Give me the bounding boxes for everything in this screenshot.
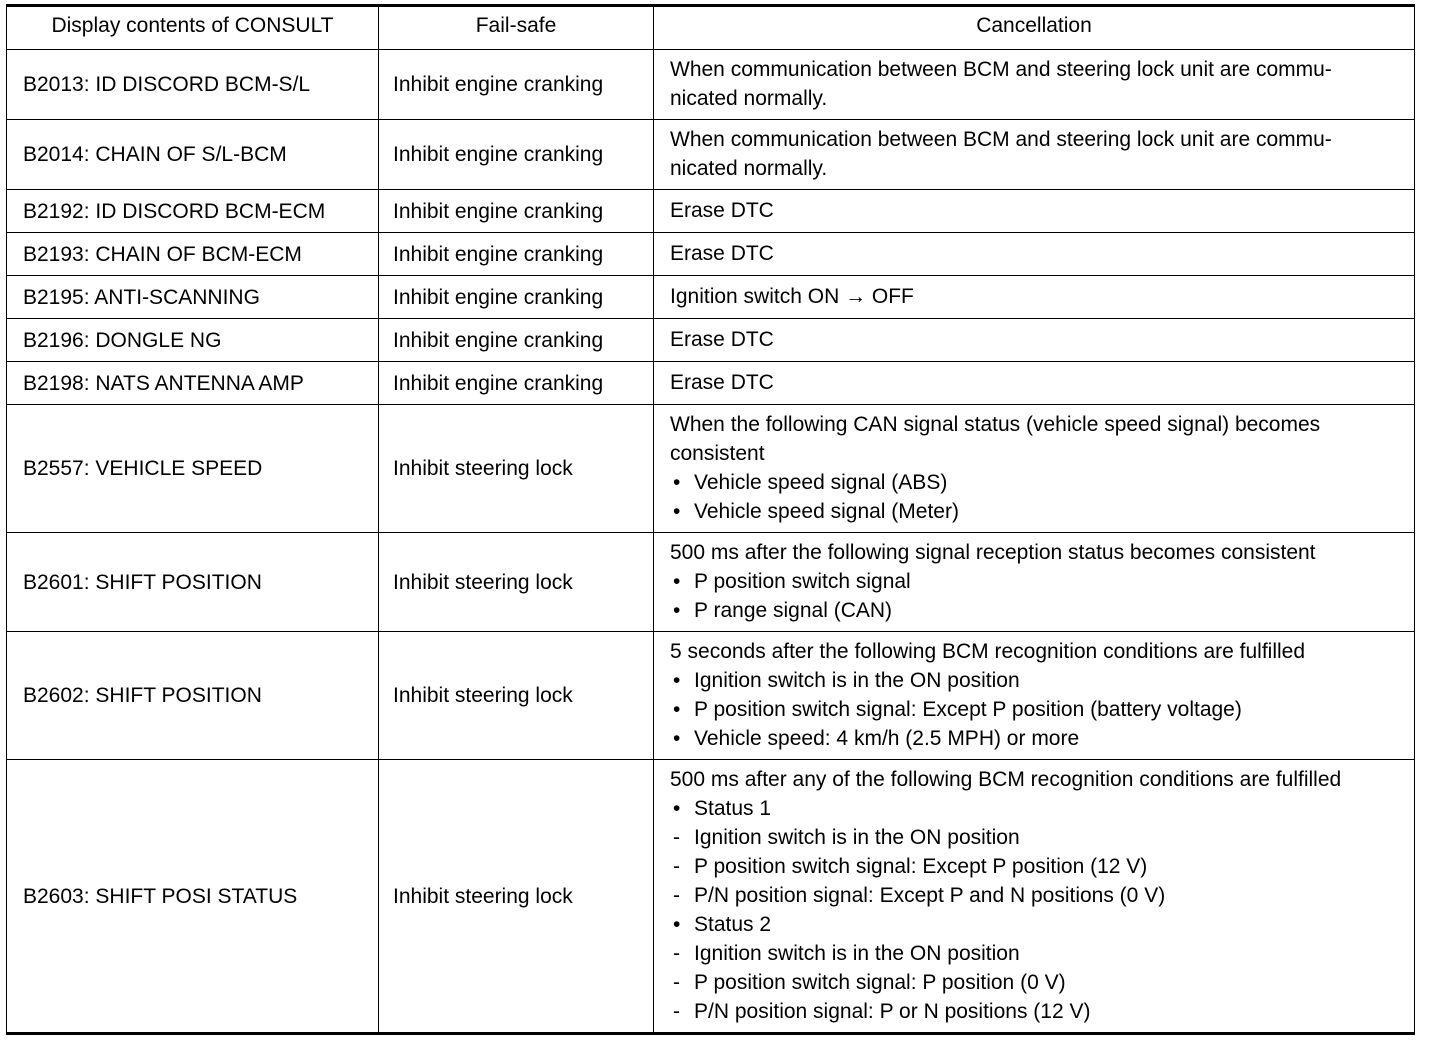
cell-cancellation — [654, 50, 1415, 120]
table-row — [7, 405, 1415, 533]
cancellation-list-item — [670, 823, 1408, 852]
dash-marker: - — [673, 884, 680, 907]
cancellation-list-text: Ignition switch is in the ON position — [694, 942, 1020, 965]
cancellation-list-item — [670, 939, 1408, 968]
cancellation-text: consistent — [670, 442, 765, 465]
cancellation-list-text: Status 2 — [694, 913, 772, 936]
bullet-marker: • — [673, 471, 681, 494]
cell-consult: B2198: NATS ANTENNA AMP — [7, 362, 379, 405]
table-header-row — [7, 6, 1415, 50]
cell-consult: B2193: CHAIN OF BCM-ECM — [7, 233, 379, 276]
cancellation-list-item — [670, 567, 1408, 596]
header-failsafe: Fail-safe — [379, 6, 654, 50]
bullet-marker: • — [673, 913, 681, 936]
cancellation-list-text: Status 1 — [694, 797, 772, 820]
dash-marker: - — [673, 971, 680, 994]
cancellation-list-item — [670, 695, 1408, 724]
cell-consult: B2014: CHAIN OF S/L-BCM — [7, 120, 379, 190]
cancellation-list-text: P position switch signal — [694, 570, 911, 593]
bullet-marker: • — [673, 570, 681, 593]
bullet-marker: • — [673, 727, 681, 750]
cancellation-list-text: Ignition switch is in the ON position — [694, 826, 1020, 849]
bullet-marker: • — [673, 797, 681, 820]
table-row — [7, 319, 1415, 362]
cell-consult: B2013: ID DISCORD BCM-S/L — [7, 50, 379, 120]
cancellation-text: 500 ms after any of the following BCM recognition conditions are fulfilled — [670, 768, 1342, 791]
cancellation-list-item — [670, 881, 1408, 910]
table-row — [7, 632, 1415, 760]
cell-failsafe: Inhibit engine cranking — [379, 120, 654, 190]
table-row — [7, 533, 1415, 632]
cell-cancellation — [654, 233, 1415, 276]
cell-cancellation — [654, 120, 1415, 190]
cancellation-list-text: Vehicle speed: 4 km/h (2.5 MPH) or more — [694, 727, 1080, 750]
cancellation-text: Erase DTC — [670, 242, 774, 265]
cell-failsafe: Inhibit engine cranking — [379, 50, 654, 120]
cancellation-list-text: P/N position signal: P or N positions (12 V) — [694, 1000, 1091, 1023]
cancellation-list-text: P position switch signal: Except P position (battery voltage) — [694, 698, 1242, 721]
cancellation-list-item — [670, 852, 1408, 881]
cell-failsafe: Inhibit steering lock — [379, 405, 654, 533]
cancellation-list-item — [670, 596, 1408, 625]
table-row — [7, 760, 1415, 1034]
bullet-marker: • — [673, 500, 681, 523]
cancellation-list-text: Vehicle speed signal (ABS) — [694, 471, 948, 494]
cancellation-text: Erase DTC — [670, 371, 774, 394]
cancellation-text: Erase DTC — [670, 328, 774, 351]
cancellation-list-item — [670, 794, 1408, 823]
cancellation-list-item — [670, 724, 1408, 753]
cell-failsafe: Inhibit engine cranking — [379, 233, 654, 276]
header-consult: Display contents of CONSULT — [7, 6, 379, 50]
cell-cancellation — [654, 533, 1415, 632]
cell-failsafe: Inhibit steering lock — [379, 632, 654, 760]
table-row — [7, 190, 1415, 233]
cancellation-list-text: P/N position signal: Except P and N positions (0 V) — [694, 884, 1166, 907]
table-row — [7, 276, 1415, 319]
table-row — [7, 50, 1415, 120]
cell-cancellation — [654, 190, 1415, 233]
cell-cancellation — [654, 405, 1415, 533]
cell-cancellation — [654, 632, 1415, 760]
table-body — [7, 50, 1415, 1034]
cell-cancellation — [654, 760, 1415, 1034]
cell-consult: B2557: VEHICLE SPEED — [7, 405, 379, 533]
cell-consult: B2603: SHIFT POSI STATUS — [7, 760, 379, 1034]
cell-consult: B2601: SHIFT POSITION — [7, 533, 379, 632]
cancellation-text: nicated normally. — [670, 87, 828, 110]
dash-marker: - — [673, 826, 680, 849]
cell-cancellation — [654, 319, 1415, 362]
cell-consult: B2195: ANTI-SCANNING — [7, 276, 379, 319]
dash-marker: - — [673, 1000, 680, 1023]
cell-cancellation — [654, 276, 1415, 319]
cell-failsafe: Inhibit engine cranking — [379, 319, 654, 362]
cancellation-text: 5 seconds after the following BCM recognition conditions are fulfilled — [670, 640, 1306, 663]
cell-failsafe: Inhibit steering lock — [379, 760, 654, 1034]
cancellation-text: When communication between BCM and steering lock unit are commu- — [670, 58, 1332, 81]
cancellation-text: When the following CAN signal status (vehicle speed signal) becomes — [670, 413, 1321, 436]
cancellation-list-text: Vehicle speed signal (Meter) — [694, 500, 959, 523]
cell-consult: B2602: SHIFT POSITION — [7, 632, 379, 760]
dash-marker: - — [673, 855, 680, 878]
cell-failsafe: Inhibit engine cranking — [379, 362, 654, 405]
cancellation-list-item — [670, 666, 1408, 695]
header-cancellation: Cancellation — [654, 6, 1415, 50]
cancellation-text: Erase DTC — [670, 199, 774, 222]
table-row — [7, 120, 1415, 190]
cancellation-list-text: P position switch signal: P position (0 V) — [694, 971, 1066, 994]
cancellation-list-item — [670, 910, 1408, 939]
cancellation-list-item — [670, 997, 1408, 1026]
dash-marker: - — [673, 942, 680, 965]
cancellation-list-text: P position switch signal: Except P position (12 V) — [694, 855, 1148, 878]
cell-consult: B2192: ID DISCORD BCM-ECM — [7, 190, 379, 233]
cancellation-list-item — [670, 968, 1408, 997]
table-row — [7, 233, 1415, 276]
cancellation-list-item — [670, 497, 1408, 526]
bullet-marker: • — [673, 669, 681, 692]
cancellation-text: 500 ms after the following signal reception status becomes consistent — [670, 541, 1316, 564]
bullet-marker: • — [673, 698, 681, 721]
cancellation-text: When communication between BCM and steering lock unit are commu- — [670, 128, 1332, 151]
cell-consult: B2196: DONGLE NG — [7, 319, 379, 362]
cell-failsafe: Inhibit engine cranking — [379, 190, 654, 233]
cancellation-list-text: Ignition switch is in the ON position — [694, 669, 1020, 692]
bullet-marker: • — [673, 599, 681, 622]
cell-failsafe: Inhibit steering lock — [379, 533, 654, 632]
fail-safe-table — [6, 4, 1415, 1035]
cancellation-list-text: P range signal (CAN) — [694, 599, 893, 622]
cancellation-list-item — [670, 468, 1408, 497]
cell-cancellation — [654, 362, 1415, 405]
cancellation-text: Ignition switch ON → OFF — [670, 285, 914, 308]
table-row — [7, 362, 1415, 405]
cancellation-text: nicated normally. — [670, 157, 828, 180]
cell-failsafe: Inhibit engine cranking — [379, 276, 654, 319]
